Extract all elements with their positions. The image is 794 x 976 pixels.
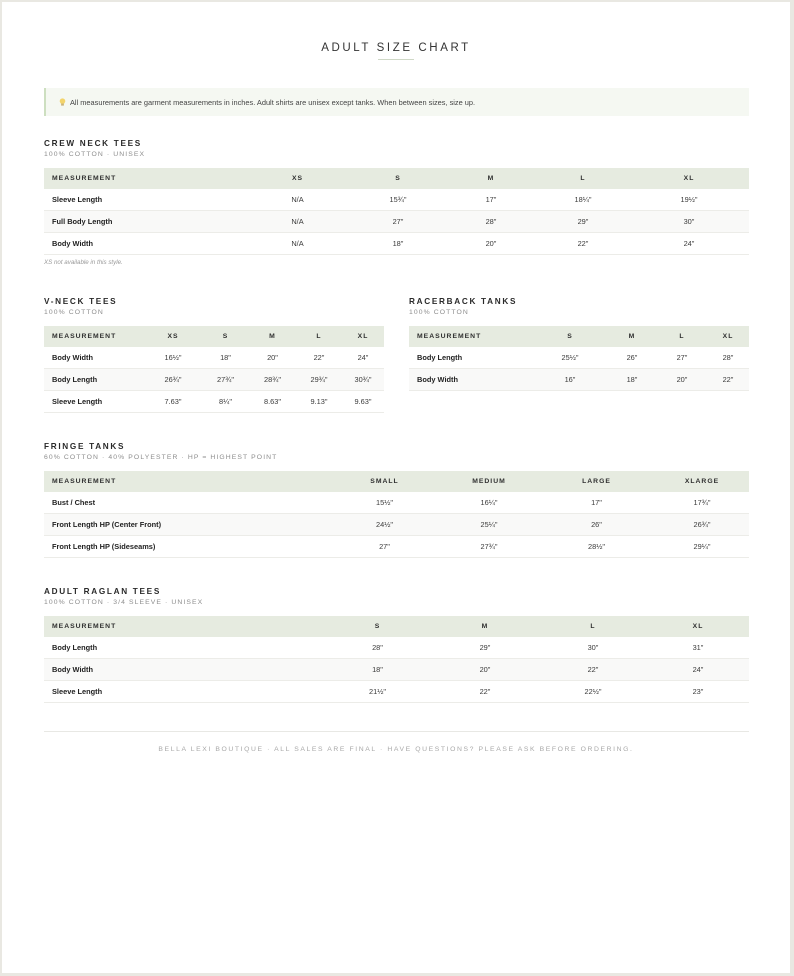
column-header: MEASUREMENT xyxy=(44,616,324,637)
size-value: 27" xyxy=(329,536,440,558)
section-subtitle: 60% COTTON · 40% POLYESTER · HP = HIGHEST POINT xyxy=(44,454,278,461)
footer-text: BELLA LEXI BOUTIQUE · ALL SALES ARE FINAL · HAVE QUESTIONS? PLEASE ASK BEFORE ORDERING. xyxy=(158,746,634,753)
size-value: 27" xyxy=(351,211,445,233)
table-row xyxy=(44,211,749,233)
title-divider xyxy=(378,59,414,60)
measurement-label: Body Width xyxy=(44,233,244,255)
size-value: 28" xyxy=(324,637,431,659)
table-row xyxy=(44,514,749,536)
size-value: 21½" xyxy=(324,681,431,703)
size-value: 20" xyxy=(657,369,707,391)
section-subtitle: 100% COTTON · UNISEX xyxy=(44,151,146,158)
size-value: 26¾" xyxy=(655,514,749,536)
column-header: L xyxy=(296,326,342,347)
column-header: S xyxy=(202,326,249,347)
crew-neck-size-table xyxy=(44,168,749,255)
table-row xyxy=(409,347,749,369)
table-row xyxy=(44,347,384,369)
table-row xyxy=(44,391,384,413)
size-value: N/A xyxy=(244,189,351,211)
size-value: 16¼" xyxy=(440,492,538,514)
size-chart-page xyxy=(2,2,790,973)
size-value: 26¾" xyxy=(144,369,202,391)
size-value: 17" xyxy=(538,492,655,514)
section-title: FRINGE TANKS xyxy=(44,442,126,451)
column-header: XL xyxy=(342,326,384,347)
lightbulb-icon xyxy=(59,98,66,107)
table-row xyxy=(44,492,749,514)
size-value: 24" xyxy=(342,347,384,369)
section-crew-neck xyxy=(44,139,145,158)
column-header: XS xyxy=(244,168,351,189)
size-value: 9.63" xyxy=(342,391,384,413)
info-note xyxy=(44,88,749,116)
size-value: 27¾" xyxy=(202,369,249,391)
table-row xyxy=(44,233,749,255)
size-value: 18" xyxy=(351,233,445,255)
size-value: 18" xyxy=(202,347,249,369)
measurement-label: Front Length HP (Center Front) xyxy=(44,514,329,536)
size-value: 16" xyxy=(533,369,607,391)
measurement-label: Sleeve Length xyxy=(44,189,244,211)
column-header: XL xyxy=(647,616,749,637)
measurement-label: Front Length HP (Sideseams) xyxy=(44,536,329,558)
table-row xyxy=(44,189,749,211)
size-value: 29¼" xyxy=(655,536,749,558)
size-value: 20" xyxy=(249,347,296,369)
info-note-text: All measurements are garment measurements in inches. Adult shirts are unisex except tanks. When between sizes, size up. xyxy=(70,97,476,107)
measurement-label: Body Length xyxy=(409,347,533,369)
column-header: XL xyxy=(629,168,749,189)
size-value: 9.13" xyxy=(296,391,342,413)
size-value: 17¾" xyxy=(655,492,749,514)
table-header-row xyxy=(44,616,749,637)
table-row xyxy=(44,659,749,681)
column-header: LARGE xyxy=(538,471,655,492)
table-header-row xyxy=(44,168,749,189)
column-header: SMALL xyxy=(329,471,440,492)
size-value: 28½" xyxy=(538,536,655,558)
column-header: L xyxy=(539,616,647,637)
column-header: M xyxy=(431,616,539,637)
table-row xyxy=(409,369,749,391)
size-value: 26" xyxy=(538,514,655,536)
column-header: S xyxy=(533,326,607,347)
measurement-label: Bust / Chest xyxy=(44,492,329,514)
size-value: 27" xyxy=(657,347,707,369)
table-header-row xyxy=(44,326,384,347)
size-value: 7.63" xyxy=(144,391,202,413)
size-value: 22" xyxy=(537,233,629,255)
measurement-label: Body Width xyxy=(409,369,533,391)
size-value: 18" xyxy=(607,369,657,391)
size-value: 25½" xyxy=(533,347,607,369)
measurement-label: Body Length xyxy=(44,369,144,391)
column-header: L xyxy=(537,168,629,189)
measurement-label: Body Width xyxy=(44,659,324,681)
racerback-size-table xyxy=(409,326,749,391)
crew-footnote: XS not available in this style. xyxy=(44,259,123,266)
size-value: N/A xyxy=(244,233,351,255)
section-title: ADULT RAGLAN TEES xyxy=(44,587,161,596)
measurement-label: Full Body Length xyxy=(44,211,244,233)
size-value: 16½" xyxy=(144,347,202,369)
table-row xyxy=(44,536,749,558)
footer-divider xyxy=(44,731,749,732)
size-value: 15½" xyxy=(329,492,440,514)
table-row xyxy=(44,369,384,391)
column-header: S xyxy=(324,616,431,637)
table-header-row xyxy=(409,326,749,347)
column-header: XS xyxy=(144,326,202,347)
size-value: 8.63" xyxy=(249,391,296,413)
size-value: 30¾" xyxy=(342,369,384,391)
size-value: 24" xyxy=(629,233,749,255)
measurement-label: Sleeve Length xyxy=(44,681,324,703)
size-value: 26" xyxy=(607,347,657,369)
size-value: 25¼" xyxy=(440,514,538,536)
column-header: XL xyxy=(707,326,749,347)
column-header: M xyxy=(249,326,296,347)
column-header: MEASUREMENT xyxy=(44,326,144,347)
section-subtitle: 100% COTTON xyxy=(44,309,104,316)
column-header: M xyxy=(445,168,537,189)
size-value: 29" xyxy=(431,637,539,659)
size-value: 22" xyxy=(707,369,749,391)
size-value: 19½" xyxy=(629,189,749,211)
size-value: 28¾" xyxy=(249,369,296,391)
column-header: XLARGE xyxy=(655,471,749,492)
size-value: 28" xyxy=(707,347,749,369)
section-raglan xyxy=(44,587,203,606)
size-value: 18¼" xyxy=(537,189,629,211)
section-subtitle: 100% COTTON · 3/4 SLEEVE · UNISEX xyxy=(44,599,204,606)
size-value: 22" xyxy=(296,347,342,369)
section-title: CREW NECK TEES xyxy=(44,139,142,148)
table-row xyxy=(44,681,749,703)
column-header: MEASUREMENT xyxy=(409,326,533,347)
size-value: 24½" xyxy=(329,514,440,536)
section-title: RACERBACK TANKS xyxy=(409,297,518,306)
size-value: N/A xyxy=(244,211,351,233)
size-value: 20" xyxy=(445,233,537,255)
size-value: 24" xyxy=(647,659,749,681)
column-header: S xyxy=(351,168,445,189)
section-v-neck xyxy=(44,297,117,316)
column-header: MEDIUM xyxy=(440,471,538,492)
table-header-row xyxy=(44,471,749,492)
v-neck-size-table xyxy=(44,326,384,413)
size-value: 20" xyxy=(431,659,539,681)
fringe-tanks-size-table xyxy=(44,471,749,558)
size-value: 22" xyxy=(431,681,539,703)
measurement-label: Body Width xyxy=(44,347,144,369)
section-title: V-NECK TEES xyxy=(44,297,118,306)
column-header: L xyxy=(657,326,707,347)
size-value: 29" xyxy=(537,211,629,233)
size-value: 23" xyxy=(647,681,749,703)
raglan-size-table xyxy=(44,616,749,703)
page-title: ADULT SIZE CHART xyxy=(321,42,471,54)
section-subtitle: 100% COTTON xyxy=(409,309,469,316)
measurement-label: Body Length xyxy=(44,637,324,659)
size-value: 29¾" xyxy=(296,369,342,391)
size-value: 8¼" xyxy=(202,391,249,413)
size-value: 17" xyxy=(445,189,537,211)
size-value: 28" xyxy=(445,211,537,233)
size-value: 22" xyxy=(539,659,647,681)
size-value: 27¾" xyxy=(440,536,538,558)
size-value: 22½" xyxy=(539,681,647,703)
measurement-label: Sleeve Length xyxy=(44,391,144,413)
section-fringe-tanks xyxy=(44,442,277,461)
column-header: MEASUREMENT xyxy=(44,471,329,492)
section-racerback xyxy=(409,297,517,316)
table-row xyxy=(44,637,749,659)
column-header: MEASUREMENT xyxy=(44,168,244,189)
column-header: M xyxy=(607,326,657,347)
size-value: 18" xyxy=(324,659,431,681)
size-value: 30" xyxy=(629,211,749,233)
size-value: 30" xyxy=(539,637,647,659)
size-value: 31" xyxy=(647,637,749,659)
size-value: 15¾" xyxy=(351,189,445,211)
